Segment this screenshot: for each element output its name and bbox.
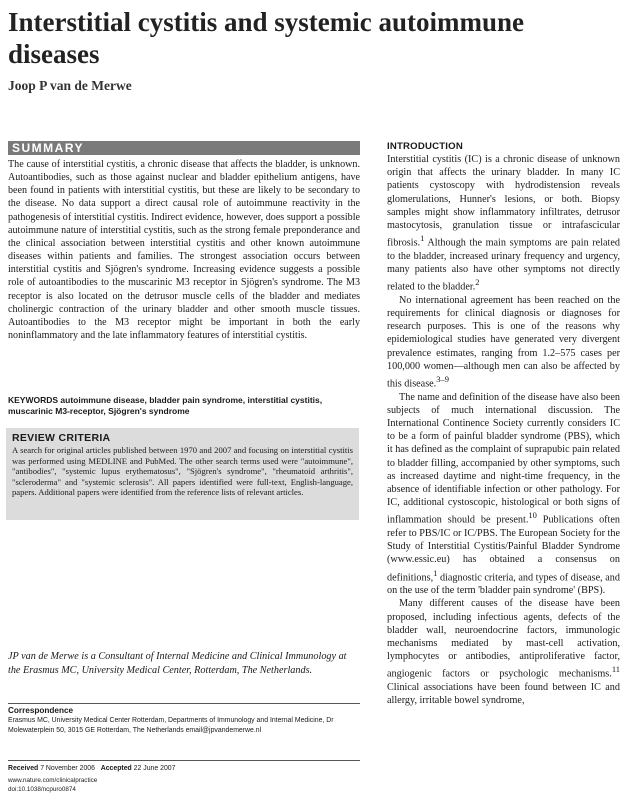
introduction-heading: INTRODUCTION — [387, 141, 463, 152]
summary-heading-bar — [8, 141, 360, 155]
review-criteria-text: A search for original articles published between 1970 and 2007 and focusing on interstitial cystitis was performed using MEDLINE and PubMed. The other search terms used were "autoimmune", "antibodies", "systemic lupus erythematosus", "Sjögren's syndrome", "rheumatoid arthritis", "scleroderma" and "systemic sclerosis". All papers identified were full-text, English-language, papers. Additional papers were identified from the reference lists of relevant articles. — [12, 445, 353, 498]
article-title: Interstitial cystitis and systemic autoimmune diseases — [8, 7, 524, 69]
accepted-date: 22 June 2007 — [133, 765, 176, 772]
intro-paragraph: The name and definition of the disease have also been subjects of much international discussion. The International Continence Society currently considers IC to be a form of painful bladder syndrome (PBS), which it has defined as the complaint of suprapubic pain related to bladder filling, accompanied by other symptoms, such as increased daytime and night-time frequency, in the absence of identifiable infection or other pathology. For IC, additional cystoscopic, histological or both signs of inflammation should be present.$^{10}$ Publications often refer to PBS/IC or IC/PBS. The European Society for the Study of Interstitial Cystitis/Painful Bladder Syndrome (www.essic.eu) has obtained a consensus on definitions,$^1$ diagnostic criteria, and types of disease, and on the use of the term 'bladder pain syndrome' (BPS). — [387, 391, 620, 597]
accepted-label: Accepted — [100, 765, 132, 772]
received-dates — [8, 764, 175, 774]
doi: doi:10.1038/ncpuro0874 — [8, 785, 76, 793]
divider — [8, 760, 360, 761]
correspondence-heading: Correspondence — [8, 706, 74, 715]
footer — [8, 777, 97, 794]
review-criteria-box — [6, 428, 359, 520]
intro-paragraph: No international agreement has been reached on the requirements for clinical diagnosis or diagnoses for research purposes. This is one of the reasons why epidemiological studies have generated very divergent prevalence estimates, ranging from 1.2–575 cases per 100,000 women—although men can also be affected by this disease.$^{3-9}$ — [387, 294, 620, 390]
summary-heading: SUMMARY — [12, 141, 85, 155]
received-label: Received — [8, 765, 39, 772]
review-criteria-heading: REVIEW CRITERIA — [12, 432, 111, 444]
author-bio: JP van de Merwe is a Consultant of Internal Medicine and Clinical Immunology at the Erasmus MC, University Medical Center, Rotterdam, The Netherlands. — [8, 651, 347, 676]
divider — [8, 703, 360, 704]
author-name: Joop P van de Merwe — [8, 78, 132, 93]
summary-text: The cause of interstitial cystitis, a chronic disease that affects the bladder, is unknown. Autoantibodies, such as those against nuclear and bladder epithelium antigens, have been found in patients with interstitial cystitis, but these are likely to be secondary to the disease. No data support a direct causal role of autoimmune reactivity in the pathogenesis of interstitial cystitis. Indirect evidence, however, does support a possible autoimmune nature of interstitial cystitis, such as the strong female preponderance and the clinical association between interstitial cystitis and other known autoimmune diseases within patients and families. The strongest association occurs between interstitial cystitis and Sjögren's syndrome. Increasing evidence suggests a possible role of autoantibodies to the muscarinic M3 receptor in Sjögren's syndrome. The M3 receptor is also located on the detrusor muscle cells of the bladder and mediates cholinergic contraction of the urinary bladder and other smooth muscle tissues. Autoantibodies to the M3 receptor might be important in both the early noninflammatory and the late inflammatory features of interstitial cystitis. — [8, 159, 360, 342]
intro-paragraph: Interstitial cystitis (IC) is a chronic disease of unknown origin that affects the urinary bladder. In many IC patients cystoscopy with hydrodistension reveals glomerulations, Hunner's lesions, or both. Biopsy samples might show inflammatory infiltrates, detrusor mastocytosis, granulation tissue or intrafascicular fibrosis.$^1$ Although the main symptoms are pain related to the bladder, increased urinary frequency and urgency, many patients also have other symptoms not directly related to the bladder.$^2$ — [387, 154, 620, 293]
intro-paragraph: Many different causes of the disease have been proposed, including infectious agents, defects of the bladder wall, neuroendocrine factors, immunologic mechanisms mediated by mast-cell activation, lymphocytes or antibodies, antiproliferative factor, angiogenic factors or psychologic mechanisms.$^{11}$ Clinical associations have been found between IC and allergy, irritable bowel syndrome, — [387, 598, 620, 707]
correspondence-text: Erasmus MC, University Medical Center Rotterdam, Departments of Immunology and Internal Medicine, Dr Molewaterplein 50, 3015 GE Rotterdam, The Netherlands email@jpvandemerwe.nl — [8, 717, 334, 734]
journal-url[interactable]: www.nature.com/clinicalpractice — [8, 777, 98, 784]
received-date: 7 November 2006 — [40, 765, 95, 772]
keywords: KEYWORDS autoimmune disease, bladder pain syndrome, interstitial cystitis, muscarinic M3-receptor, Sjögren's syndrome — [8, 395, 323, 416]
introduction-body — [387, 153, 620, 707]
